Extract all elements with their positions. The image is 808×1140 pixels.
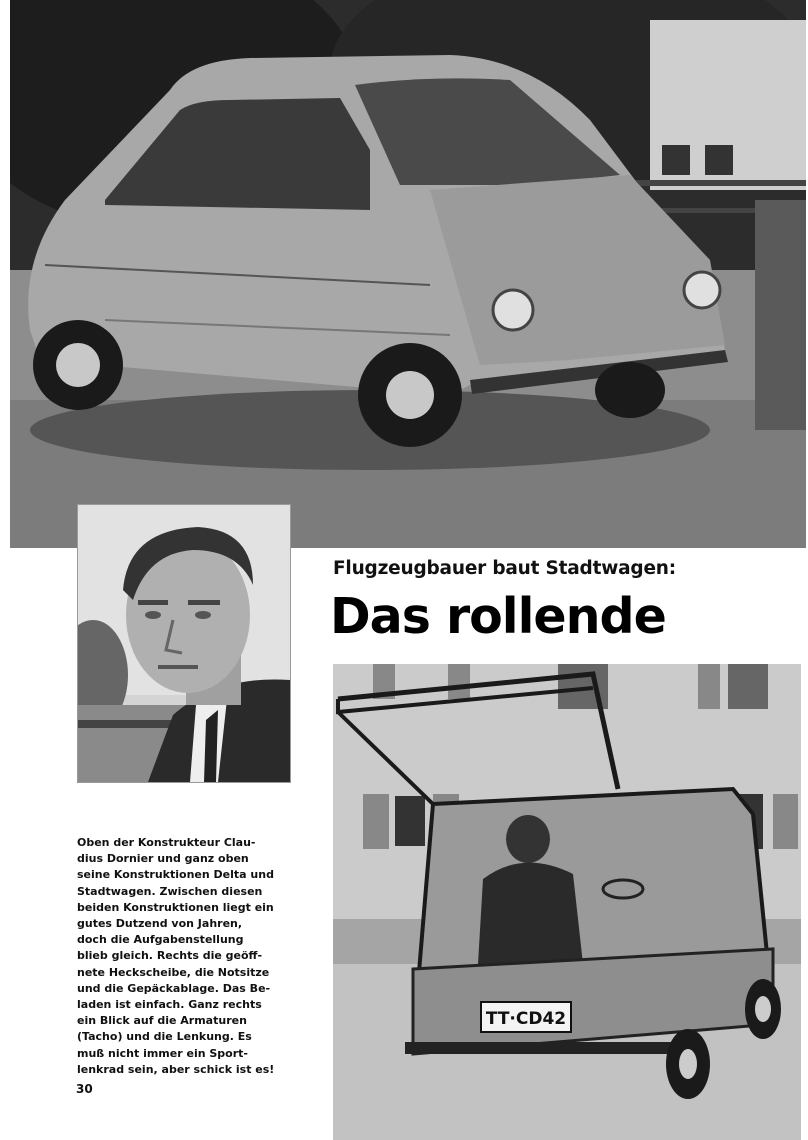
caption-line: beiden Konstruktionen liegt ein xyxy=(77,900,274,914)
caption-line: und die Gepäckablage. Das Be- xyxy=(77,981,271,995)
page-number: 30 xyxy=(76,1082,93,1096)
caption-line: nete Heckscheibe, die Notsitze xyxy=(77,965,270,979)
photo-stadtwagen-rear xyxy=(333,664,801,1140)
photo-delta-car xyxy=(10,0,806,548)
caption-line: seine Konstruktionen Delta und xyxy=(77,868,274,882)
caption-line: laden ist einfach. Ganz rechts xyxy=(77,998,262,1012)
caption-line: doch die Aufgabenstellung xyxy=(77,933,244,947)
caption-line: blieb gleich. Rechts die geöff- xyxy=(77,949,263,963)
caption-line: lenkrad sein, aber schick ist es! xyxy=(77,1062,275,1076)
article-headline: Das rollende xyxy=(330,588,666,645)
caption-line: Oben der Konstrukteur Clau- xyxy=(77,836,256,849)
caption-line: gutes Dutzend von Jahren, xyxy=(77,917,243,931)
caption-line: dius Dornier und ganz oben xyxy=(77,852,249,866)
article-kicker: Flugzeugbauer baut Stadtwagen: xyxy=(333,558,676,579)
caption-line: muß nicht immer ein Sport- xyxy=(77,1046,248,1060)
caption-line: (Tacho) und die Lenkung. Es xyxy=(77,1030,252,1044)
caption-line: ein Blick auf die Armaturen xyxy=(77,1014,247,1028)
license-plate-text: TT·CD42 xyxy=(485,1009,567,1029)
caption-line: Stadtwagen. Zwischen diesen xyxy=(77,884,263,898)
photo-portrait-dornier xyxy=(77,504,291,783)
photo-caption xyxy=(77,835,289,1078)
